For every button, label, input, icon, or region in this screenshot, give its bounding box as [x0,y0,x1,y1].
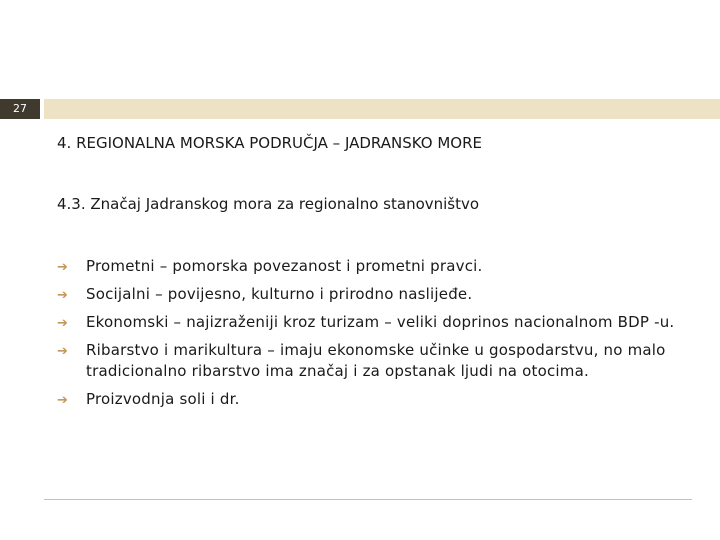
footer-divider [44,499,692,500]
slide-subtitle: 4.3. Značaj Jadranskog mora za regionalno stanovništvo [57,195,480,213]
header-band [44,99,720,119]
arrow-right-icon: ➔ [57,260,69,275]
bullet-text: Prometni – pomorska povezanost i prometni pravci. [86,257,483,275]
bullet-list [57,256,687,417]
arrow-right-icon: ➔ [57,393,69,408]
bullet-text: Socijalni – povijesno, kulturno i prirodno naslijeđe. [86,285,473,303]
slide-title: 4. REGIONALNA MORSKA PODRUČJA – JADRANSKO MORE [57,134,482,152]
arrow-right-icon: ➔ [57,288,69,303]
bullet-item [57,312,687,333]
bullet-item [57,389,687,410]
arrow-right-icon: ➔ [57,316,69,331]
bullet-text: Ekonomski – najizraženiji kroz turizam – veliki doprinos nacionalnom BDP -u. [86,313,675,331]
bullet-text: Proizvodnja soli i dr. [86,390,240,408]
bullet-item [57,284,687,305]
bullet-item [57,256,687,277]
bullet-item [57,340,687,382]
arrow-right-icon: ➔ [57,344,69,359]
bullet-text: Ribarstvo i marikultura – imaju ekonomske učinke u gospodarstvu, no malo tradicionalno ribarstvo ima značaj i za opstanak ljudi na otocima. [86,341,666,380]
slide-number: 27 [0,99,40,119]
